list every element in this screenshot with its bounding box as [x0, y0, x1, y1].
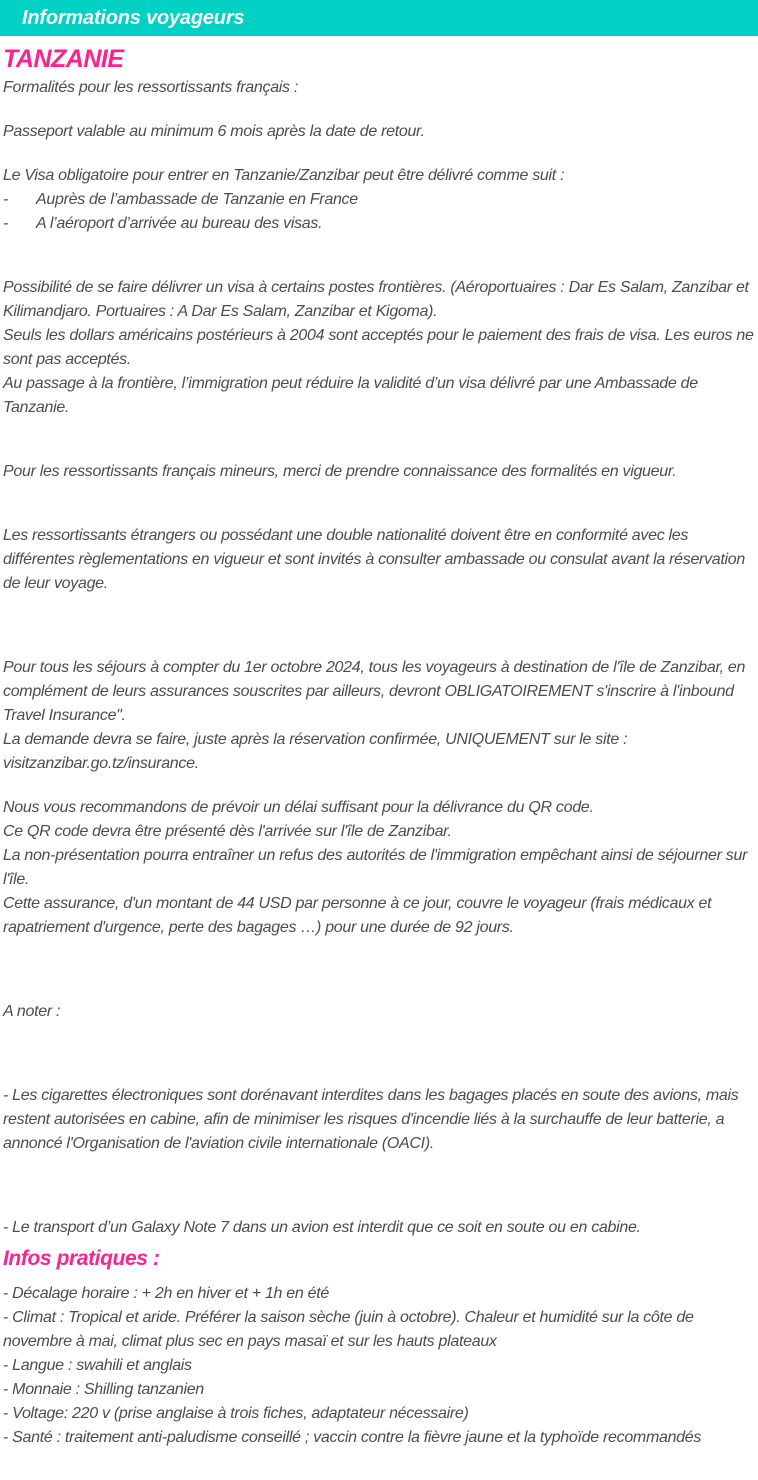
spacer — [3, 504, 754, 524]
paragraph: Ce QR code devra être présenté dès l'arrivée sur l'île de Zanzibar. — [3, 823, 452, 840]
page-title: Informations voyageurs — [22, 6, 245, 29]
dash-bullet: - — [3, 191, 9, 208]
paragraph: - Monnaie : Shilling tanzanien — [3, 1381, 204, 1398]
paragraph: Le Visa obligatoire pour entrer en Tanzanie/Zanzibar peut être délivré comme suit : — [3, 167, 565, 184]
paragraph: Passeport valable au minimum 6 mois après la date de retour. — [3, 123, 425, 140]
paragraph: Pour les ressortissants français mineurs, merci de prendre connaissance des formalités en vigueur. — [3, 463, 677, 480]
spacer — [3, 1176, 754, 1196]
paragraph: - Le transport d’un Galaxy Note 7 dans un avion est interdit que ce soit en soute ou en cabine. — [3, 1219, 641, 1236]
paragraph: - Langue : swahili et anglais — [3, 1357, 192, 1374]
paragraph: La non-présentation pourra entraîner un refus des autorités de l'immigration empêchant ainsi de séjourner sur l'île. — [3, 847, 748, 888]
paragraph: Au passage à la frontière, l’immigration peut réduire la validité d’un visa délivré par une Ambassade de Tanzanie. — [3, 375, 698, 416]
paragraph: - Santé : traitement anti-paludisme conseillé ; vaccin contre la fièvre jaune et la typhoïde recommandés — [3, 1429, 702, 1446]
content — [3, 76, 754, 1450]
dash-list-item-text: A l’aéroport d’arrivée au bureau des visas. — [36, 215, 323, 232]
spacer — [3, 420, 754, 440]
paragraph: La demande devra se faire, juste après la réservation confirmée, UNIQUEMENT sur le site : — [3, 731, 628, 748]
paragraph: Les ressortissants étrangers ou possédant une double nationalité doivent être en conformité avec les différentes règlementations en vigueur et sont invités à consulter ambassade ou consulat avant la réservation de leur voyage. — [3, 527, 745, 592]
paragraph: Possibilité de se faire délivrer un visa à certains postes frontières. (Aéroportuaires : Dar Es Salam, Zanzibar et Kilimandjaro. Portuaires : A Dar Es Salam, Zanzibar et Kigoma). — [3, 279, 749, 320]
paragraph: - Climat : Tropical et aride. Préférer la saison sèche (juin à octobre). Chaleur et humidité sur la côte de novembre à mai, climat plus sec en pays masaï et sur les hauts plateaux — [3, 1309, 694, 1350]
paragraph: Seuls les dollars américains postérieurs à 2004 sont acceptés pour le paiement des frais de visa. Les euros ne sont pas acceptés. — [3, 327, 754, 368]
spacer — [3, 1196, 754, 1216]
spacer — [3, 440, 754, 460]
paragraph: Formalités pour les ressortissants français : — [3, 79, 299, 96]
dash-list-item — [3, 188, 754, 212]
dash-bullet: - — [3, 215, 9, 232]
paragraph: A noter : — [3, 1003, 61, 1020]
document-body — [0, 45, 758, 1480]
paragraph: - Les cigarettes électroniques sont dorénavant interdites dans les bagages placés en soute des avions, mais restent autorisées en cabine, afin de minimiser les risques d'incendie liés à la surchauffe de leur batterie, a annoncé l'Organisation de l'aviation civile internationale (OACI). — [3, 1087, 739, 1152]
spacer — [3, 236, 754, 256]
spacer — [3, 1064, 754, 1084]
spacer — [3, 256, 754, 276]
spacer — [3, 776, 754, 796]
spacer — [3, 144, 754, 164]
spacer — [3, 1044, 754, 1064]
paragraph: - Voltage: 220 v (prise anglaise à trois fiches, adaptateur nécessaire) — [3, 1405, 469, 1422]
paragraph: visitzanzibar.go.tz/insurance. — [3, 755, 199, 772]
spacer — [3, 616, 754, 636]
spacer — [3, 960, 754, 980]
paragraph: Nous vous recommandons de prévoir un délai suffisant pour la délivrance du QR code. — [3, 799, 594, 816]
spacer — [3, 100, 754, 120]
dash-list-item-text: Auprès de l’ambassade de Tanzanie en France — [36, 191, 358, 208]
country-title: TANZANIE — [3, 45, 124, 73]
spacer — [3, 596, 754, 616]
spacer — [3, 980, 754, 1000]
infos-pratiques-heading: Infos pratiques : — [3, 1247, 160, 1270]
spacer — [3, 1024, 754, 1044]
paragraph: - Décalage horaire : + 2h en hiver et + 1h en été — [3, 1285, 329, 1302]
spacer — [3, 940, 754, 960]
paragraph: Pour tous les séjours à compter du 1er octobre 2024, tous les voyageurs à destination de l'île de Zanzibar, en complément de leurs assurances souscrites par ailleurs, devront OBLIGATOIREMENT s'inscrire à l'inbound Travel Insurance". — [3, 659, 746, 724]
dash-list-item — [3, 212, 754, 236]
header-bar — [0, 0, 758, 36]
spacer — [3, 1156, 754, 1176]
spacer — [3, 484, 754, 504]
paragraph: Cette assurance, d'un montant de 44 USD par personne à ce jour, couvre le voyageur (frais médicaux et rapatriement d'urgence, perte des bagages …) pour une durée de 92 jours. — [3, 895, 712, 936]
spacer — [3, 636, 754, 656]
